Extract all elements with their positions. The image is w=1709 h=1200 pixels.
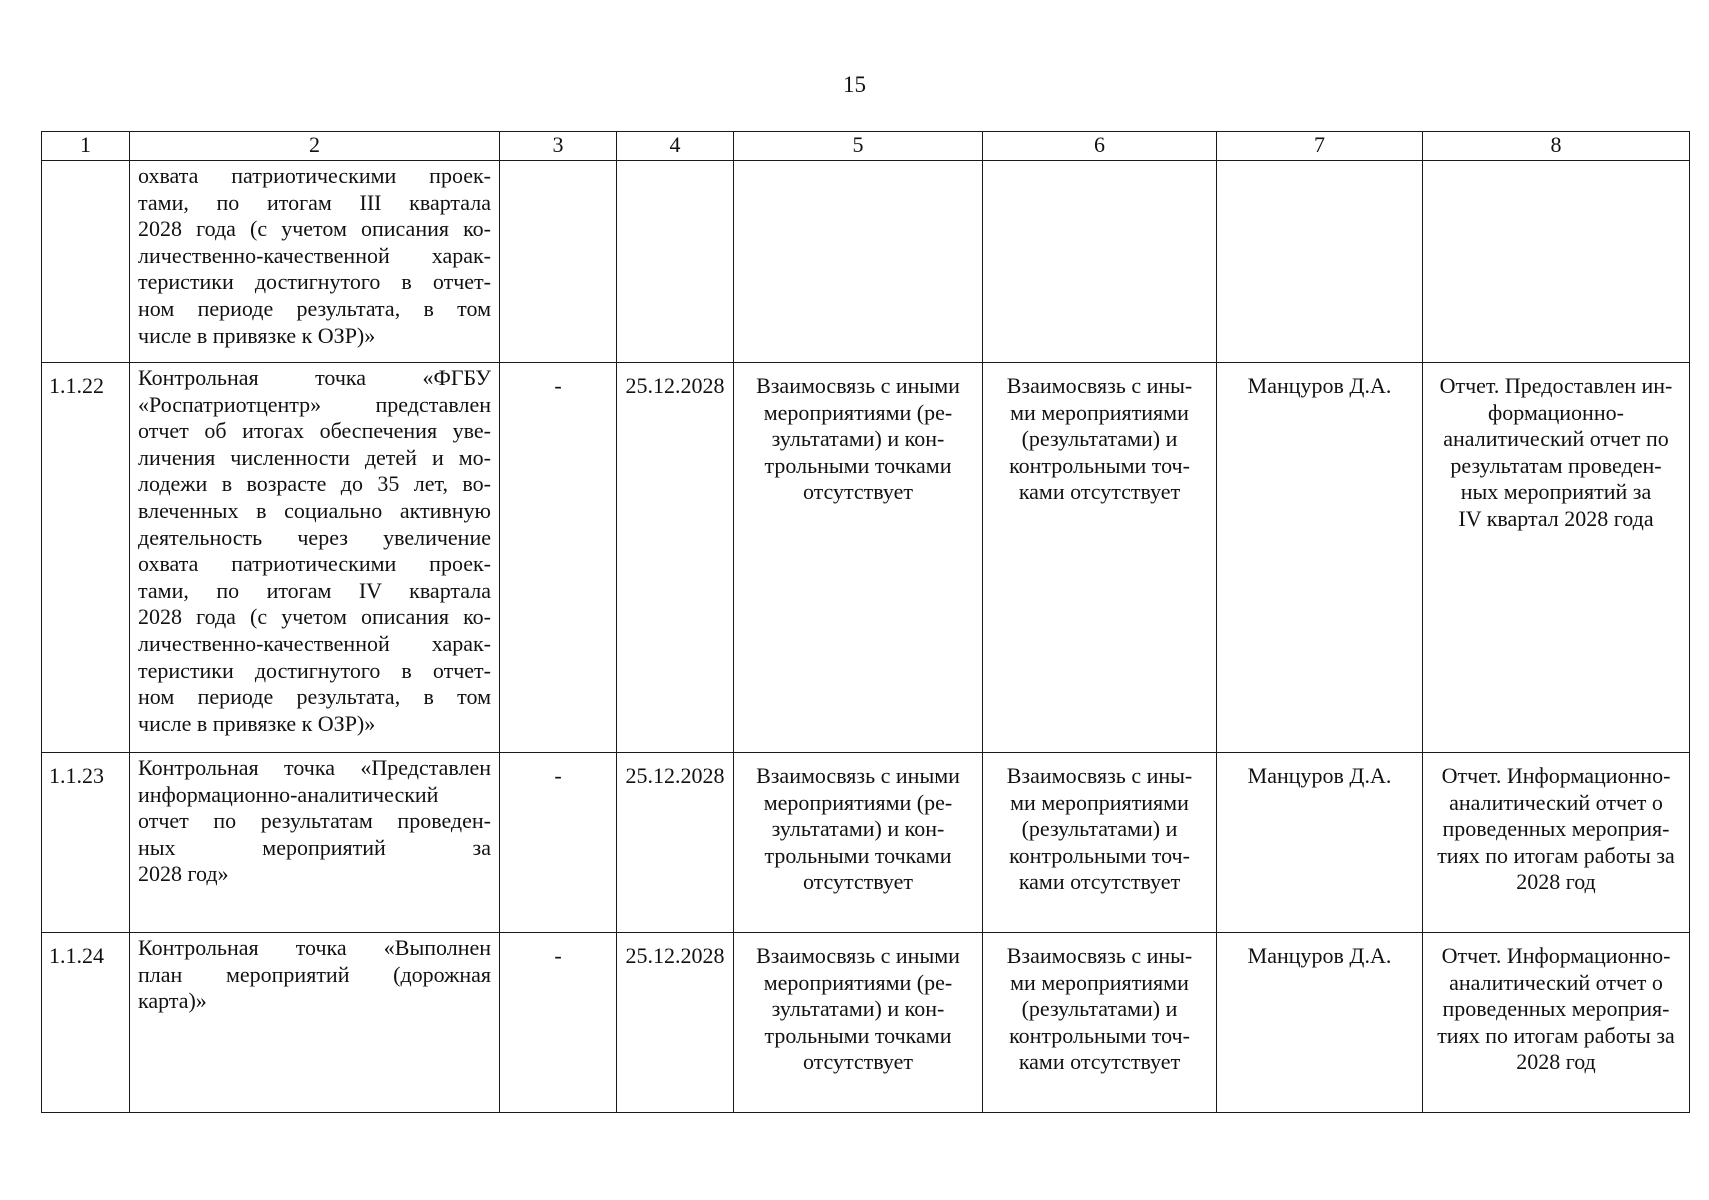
description-cell xyxy=(130,933,500,1113)
text-line: тами, по итогам IV квартала xyxy=(138,577,491,603)
text-line: ми мероприятиями xyxy=(1010,399,1189,425)
description-cell xyxy=(130,363,500,753)
text-line: личественно-качественной харак- xyxy=(138,242,491,268)
text-line: Взаимосвязь с ины- xyxy=(1006,763,1193,788)
text-line: Отчет. Информационно- xyxy=(1441,943,1671,968)
relation-cell xyxy=(734,933,983,1113)
text-line: деятельность через увеличение xyxy=(138,524,491,550)
text-line: мероприятиями (ре- xyxy=(763,969,953,995)
text-line: Взаимосвязь с иными xyxy=(756,763,960,788)
relation-cell xyxy=(734,363,983,753)
text-line: охвата патриотическими проек- xyxy=(138,163,491,188)
text-line: числе в привязке к ОЗР)» xyxy=(138,710,376,736)
result-cell xyxy=(1423,161,1690,363)
text-line: влеченных в социально активную xyxy=(138,497,491,523)
text-line: 2028 год xyxy=(1516,1049,1596,1075)
text-line: трольными точками xyxy=(764,452,952,478)
text-line: контрольными точ- xyxy=(1009,452,1190,478)
text-line: личения численности детей и мо- xyxy=(138,444,491,470)
text-line: Отчет. Информационно- xyxy=(1441,763,1671,788)
result-cell xyxy=(1423,753,1690,933)
column-header: 3 xyxy=(500,132,617,161)
text-line: мероприятиями (ре- xyxy=(763,789,953,815)
text-line: результатам проведен- xyxy=(1450,452,1662,478)
table-row xyxy=(42,753,1690,933)
item-number-cell: 1.1.24 xyxy=(42,933,130,1113)
result-cell xyxy=(1423,363,1690,753)
relation-cell xyxy=(734,753,983,933)
responsible-cell: Манцуров Д.А. xyxy=(1217,753,1423,933)
text-line: контрольными точ- xyxy=(1009,842,1190,868)
relation-cell xyxy=(983,933,1217,1113)
text-line: числе в привязке к ОЗР)» xyxy=(138,322,376,348)
relation-cell xyxy=(983,161,1217,363)
relation-cell xyxy=(983,753,1217,933)
item-number-cell: 1.1.22 xyxy=(42,363,130,753)
text-line: аналитический отчет по xyxy=(1443,426,1669,452)
text-line: ном периоде результата, в том xyxy=(138,295,491,321)
column-header: 4 xyxy=(617,132,734,161)
description-cell xyxy=(130,161,500,363)
column-header: 1 xyxy=(42,132,130,161)
text-line: карта)» xyxy=(138,988,207,1014)
text-line: Контрольная точка «Представлен xyxy=(138,755,491,780)
text-line: тиях по итогам работы за xyxy=(1437,1022,1675,1048)
text-line: аналитический отчет о xyxy=(1449,969,1663,995)
text-line: зультатами) и кон- xyxy=(771,816,945,842)
text-line: ми мероприятиями xyxy=(1010,969,1189,995)
text-line: (результатами) и xyxy=(1021,426,1178,452)
text-line: 2028 год» xyxy=(138,861,229,887)
responsible-cell: Манцуров Д.А. xyxy=(1217,363,1423,753)
text-line: «Роспатриотцентр» представлен xyxy=(138,391,491,417)
text-line: ками отсутствует xyxy=(1018,1049,1181,1075)
column-header: 2 xyxy=(130,132,500,161)
text-line: трольными точками xyxy=(764,842,952,868)
text-line: контрольными точ- xyxy=(1009,1022,1190,1048)
responsible-cell: Манцуров Д.А. xyxy=(1217,933,1423,1113)
text-line: Взаимосвязь с иными xyxy=(756,373,960,398)
text-line: тиях по итогам работы за xyxy=(1437,842,1675,868)
text-line: проведенных мероприя- xyxy=(1442,816,1670,842)
item-number-cell xyxy=(42,161,130,363)
text-line: ками отсутствует xyxy=(1018,869,1181,895)
date-cell: 25.12.2028 xyxy=(617,363,734,753)
text-line: 2028 год xyxy=(1516,869,1596,895)
date-cell: 25.12.2028 xyxy=(617,753,734,933)
text-line: Взаимосвязь с иными xyxy=(756,943,960,968)
page-number: 15 xyxy=(843,72,866,97)
column-header: 7 xyxy=(1217,132,1423,161)
responsible-cell xyxy=(1217,161,1423,363)
text-line: отчет об итогах обеспечения уве- xyxy=(138,418,491,444)
table-header-row xyxy=(42,132,1690,161)
text-line: личественно-качественной харак- xyxy=(138,630,491,656)
column-3-cell: - xyxy=(500,933,617,1113)
text-line: отсутствует xyxy=(802,1049,914,1075)
table-row xyxy=(42,161,1690,363)
text-line: проведенных мероприя- xyxy=(1442,996,1670,1022)
text-line: отсутствует xyxy=(802,869,914,895)
table-row xyxy=(42,933,1690,1113)
text-line: тами, по итогам III квартала xyxy=(138,189,491,215)
relation-cell xyxy=(734,161,983,363)
relation-cell xyxy=(983,363,1217,753)
column-3-cell: - xyxy=(500,753,617,933)
text-line: отсутствует xyxy=(802,479,914,505)
text-line: (результатами) и xyxy=(1021,816,1178,842)
text-line: IV квартал 2028 года xyxy=(1458,505,1654,531)
text-line: трольными точками xyxy=(764,1022,952,1048)
text-line: ми мероприятиями xyxy=(1010,789,1189,815)
column-header: 6 xyxy=(983,132,1217,161)
date-cell xyxy=(617,161,734,363)
text-line: охвата патриотическими проек- xyxy=(138,551,491,577)
text-line: ных мероприятий за xyxy=(1460,479,1652,505)
text-line: информационно-аналитический xyxy=(138,781,439,807)
text-line: лодежи в возрасте до 35 лет, во- xyxy=(138,471,491,497)
column-header: 8 xyxy=(1423,132,1690,161)
result-cell xyxy=(1423,933,1690,1113)
text-line: Взаимосвязь с ины- xyxy=(1006,373,1193,398)
text-line: Взаимосвязь с ины- xyxy=(1006,943,1193,968)
text-line: зультатами) и кон- xyxy=(771,426,945,452)
column-header: 5 xyxy=(734,132,983,161)
text-line: формационно- xyxy=(1488,399,1624,425)
text-line: теристики достигнутого в отчет- xyxy=(138,657,491,683)
table-row xyxy=(42,363,1690,753)
plan-table xyxy=(41,131,1690,1113)
column-3-cell: - xyxy=(500,363,617,753)
text-line: мероприятиями (ре- xyxy=(763,399,953,425)
text-line: отчет по результатам проведен- xyxy=(138,808,491,834)
column-3-cell xyxy=(500,161,617,363)
text-line: зультатами) и кон- xyxy=(771,996,945,1022)
text-line: теристики достигнутого в отчет- xyxy=(138,269,491,295)
text-line: Контрольная точка «Выполнен xyxy=(138,935,491,960)
text-line: аналитический отчет о xyxy=(1449,789,1663,815)
date-cell: 25.12.2028 xyxy=(617,933,734,1113)
text-line: ками отсутствует xyxy=(1018,479,1181,505)
text-line: 2028 года (с учетом описания ко- xyxy=(138,216,491,242)
item-number-cell: 1.1.23 xyxy=(42,753,130,933)
text-line: Контрольная точка «ФГБУ xyxy=(138,365,491,390)
text-line: (результатами) и xyxy=(1021,996,1178,1022)
text-line: ном периоде результата, в том xyxy=(138,684,491,710)
text-line: Отчет. Предоставлен ин- xyxy=(1439,373,1673,398)
text-line: 2028 года (с учетом описания ко- xyxy=(138,604,491,630)
text-line: план мероприятий (дорожная xyxy=(138,961,491,987)
description-cell xyxy=(130,753,500,933)
text-line: ных мероприятий за xyxy=(138,834,491,860)
